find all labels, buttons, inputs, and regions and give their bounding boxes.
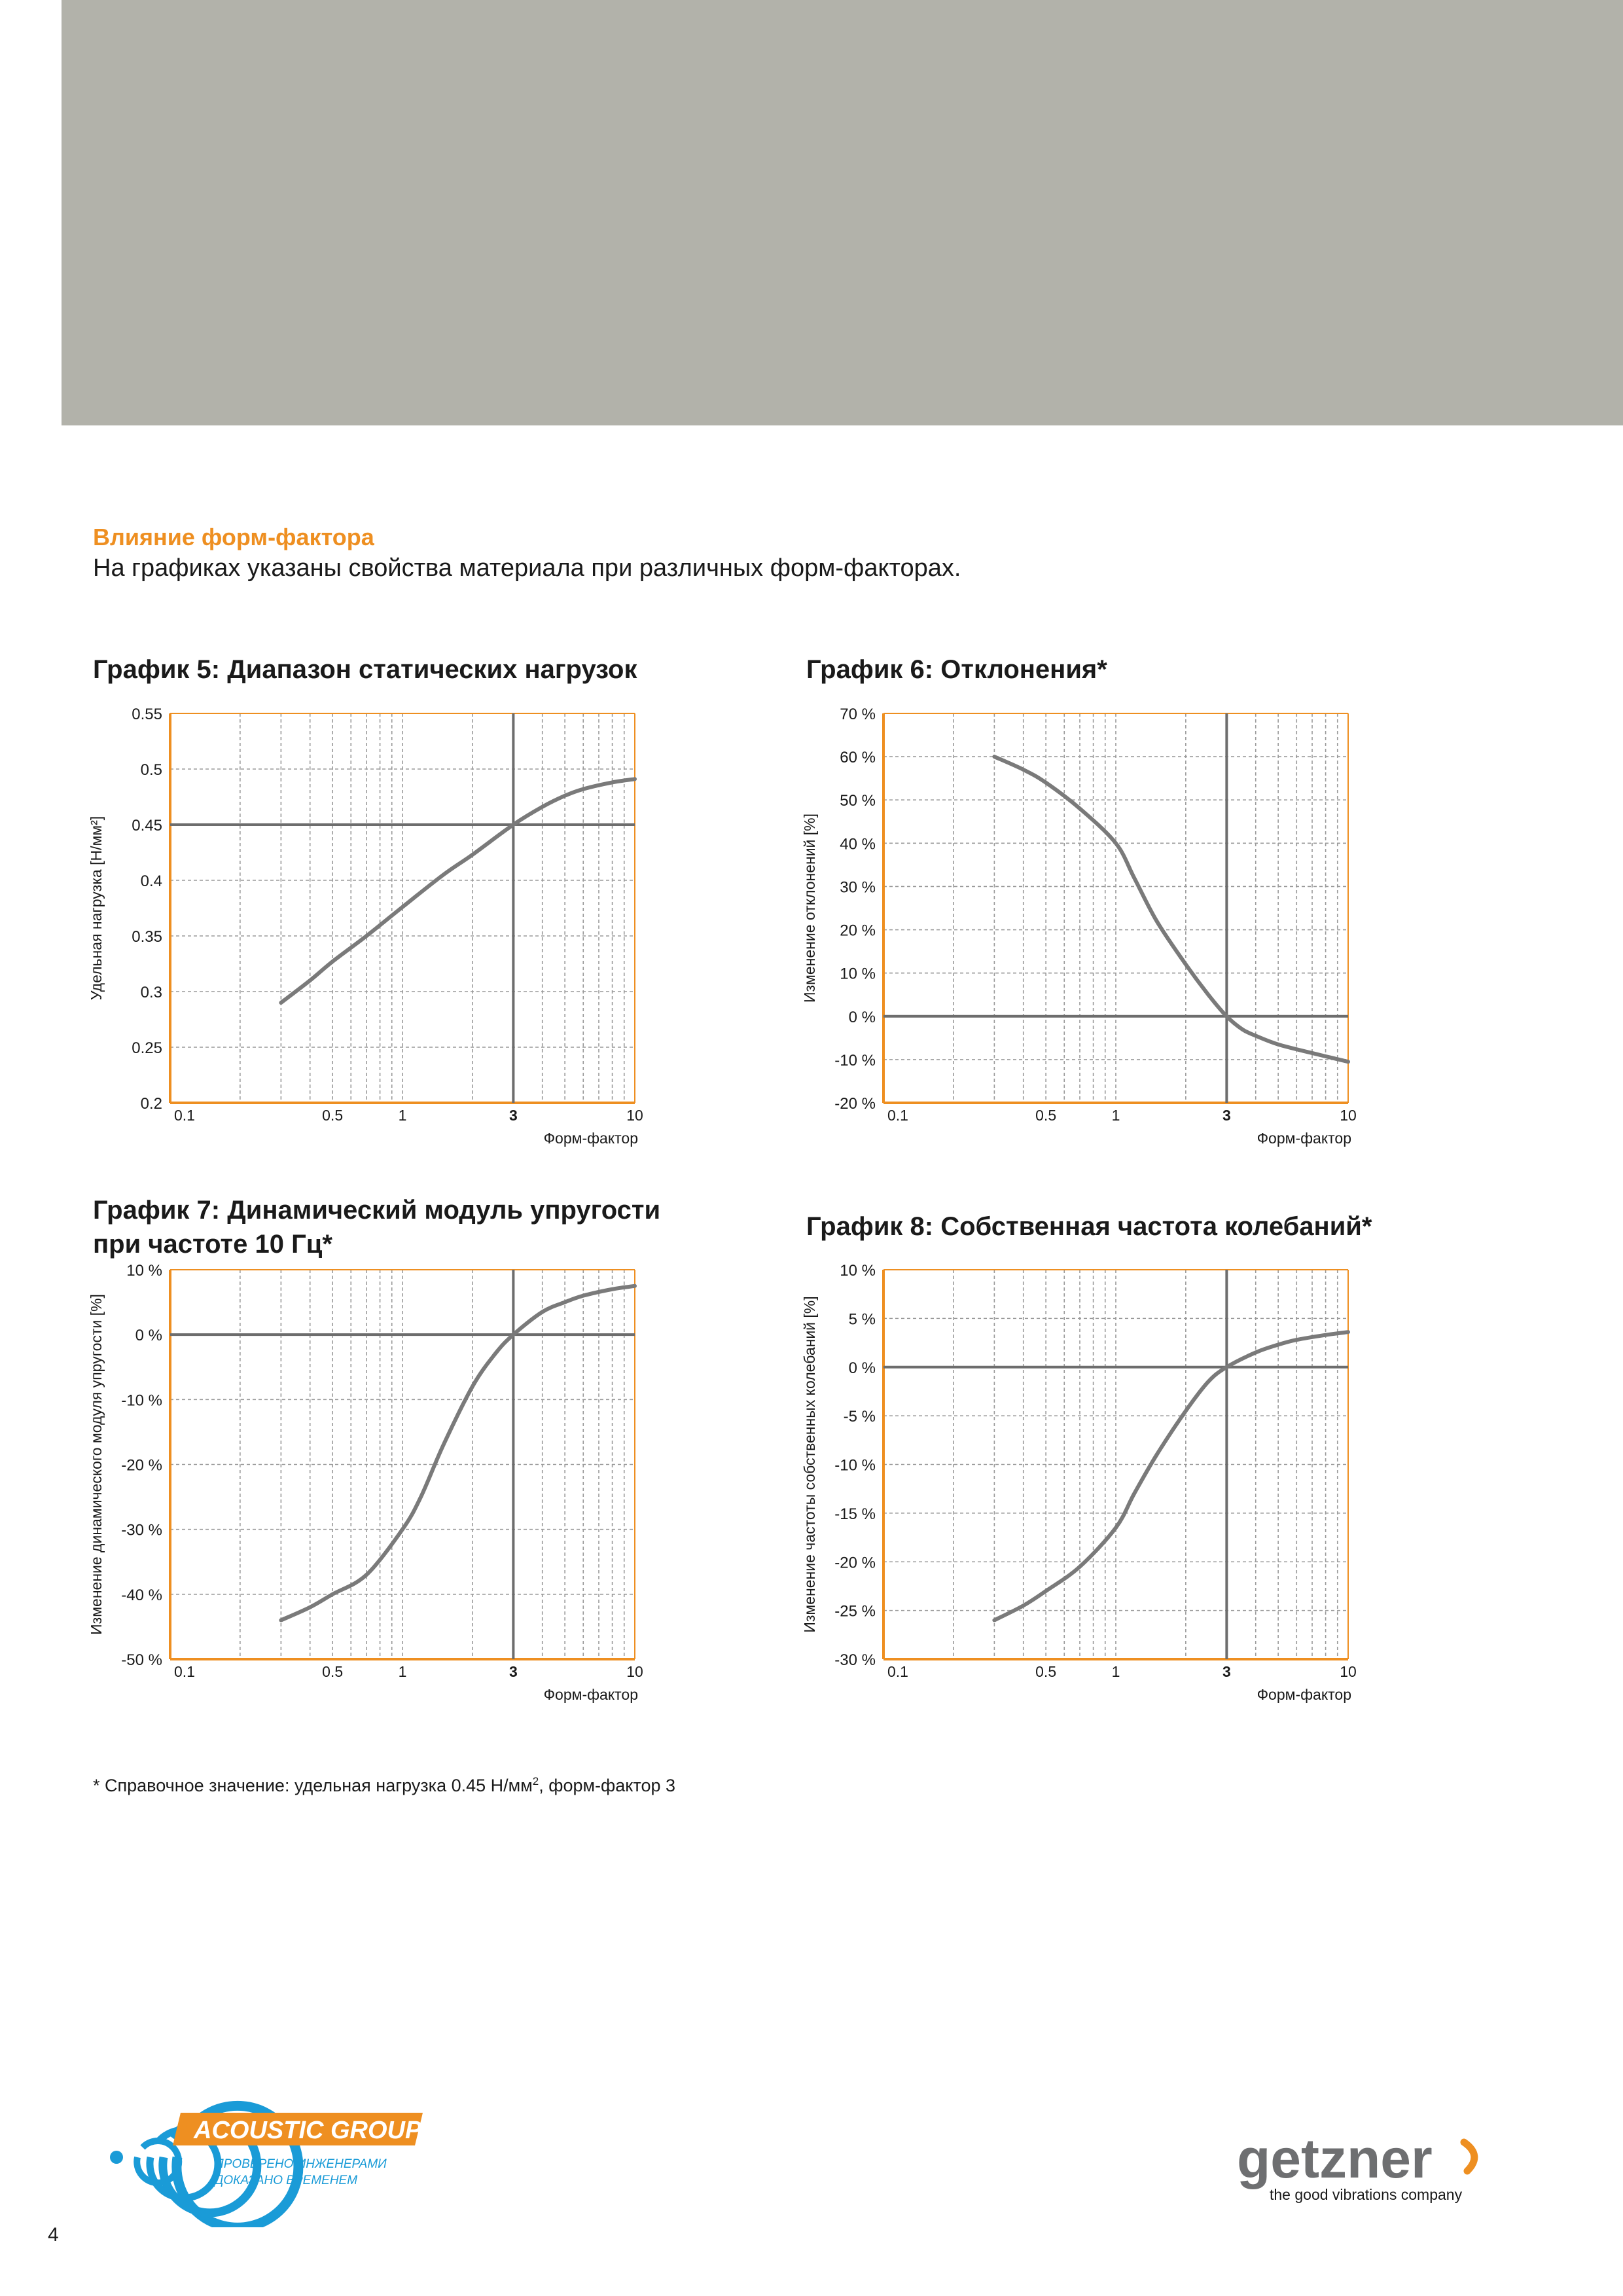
x-tick-label: 10 bbox=[1340, 1663, 1357, 1680]
y-tick-label: 0.3 bbox=[140, 984, 162, 1001]
chart-7-title-line-1: График 7: Динамический модуль упругости bbox=[93, 1196, 661, 1225]
footnote-superscript: 2 bbox=[532, 1775, 539, 1787]
x-tick-label: 0.1 bbox=[174, 1107, 195, 1124]
chart-6-title-line: График 6: Отклонения* bbox=[806, 655, 1107, 684]
y-tick-label: 0.5 bbox=[140, 761, 162, 779]
acoustic-group-logo bbox=[96, 2096, 436, 2227]
x-axis-label: Форм-фактор bbox=[1257, 1130, 1351, 1147]
y-tick-label: 10 % bbox=[840, 965, 876, 983]
x-axis-label: Форм-фактор bbox=[543, 1130, 638, 1147]
y-tick-label: -15 % bbox=[834, 1505, 876, 1523]
footnote bbox=[93, 1775, 675, 1796]
y-axis-label: Изменение частоты собственных колебаний [%] bbox=[801, 1296, 818, 1633]
x-tick-label: 0.5 bbox=[1035, 1663, 1057, 1680]
y-tick-label: -20 % bbox=[834, 1554, 876, 1572]
x-axis-label: Форм-фактор bbox=[543, 1686, 638, 1703]
x-tick-label: 1 bbox=[1111, 1663, 1120, 1680]
x-tick-label: 10 bbox=[626, 1107, 643, 1124]
section-title: Влияние форм-фактора bbox=[93, 524, 374, 550]
y-tick-label: 30 % bbox=[840, 878, 876, 897]
getzner-wordmark: getzner bbox=[1237, 2130, 1433, 2189]
y-axis-label: Удельная нагрузка [Н/мм²] bbox=[88, 816, 105, 1001]
header-banner bbox=[62, 0, 1623, 425]
y-tick-label: 20 % bbox=[840, 922, 876, 940]
y-tick-label: 0 % bbox=[135, 1327, 162, 1345]
y-tick-label: -5 % bbox=[843, 1408, 876, 1426]
x-tick-label: 3 bbox=[1222, 1107, 1231, 1124]
x-tick-label: 0.5 bbox=[322, 1663, 344, 1680]
y-tick-label: 0.45 bbox=[132, 817, 162, 834]
y-tick-label: -40 % bbox=[121, 1586, 162, 1604]
x-tick-label: 3 bbox=[1222, 1663, 1231, 1680]
acoustic-group-name: ACOUSTIC GROUP bbox=[194, 2117, 422, 2144]
y-axis-label: Изменение динамического модуля упругости [%] bbox=[88, 1294, 105, 1635]
y-tick-label: -50 % bbox=[121, 1651, 162, 1669]
y-tick-label: 10 % bbox=[840, 1262, 876, 1280]
getzner-tagline: the good vibrations company bbox=[1270, 2186, 1463, 2203]
acoustic-group-tagline-1: ПРОВЕРЕНО ИНЖЕНЕРАМИ bbox=[215, 2157, 387, 2171]
x-axis-label: Форм-фактор bbox=[1257, 1686, 1351, 1703]
x-tick-label: 0.5 bbox=[322, 1107, 344, 1124]
x-tick-label: 0.5 bbox=[1035, 1107, 1057, 1124]
chart-5-title bbox=[93, 653, 637, 687]
y-tick-label: -10 % bbox=[121, 1391, 162, 1410]
getzner-swoosh-icon bbox=[1464, 2142, 1474, 2171]
y-tick-label: 0.55 bbox=[132, 706, 162, 723]
x-tick-label: 1 bbox=[1111, 1107, 1120, 1124]
chart-8-title-line: График 8: Собственная частота колебаний* bbox=[806, 1212, 1372, 1241]
y-tick-label: 0 % bbox=[848, 1008, 876, 1026]
chart-8-title bbox=[806, 1210, 1372, 1244]
y-tick-label: -25 % bbox=[834, 1602, 876, 1621]
chart-7-title-line-2: при частоте 10 Гц* bbox=[93, 1230, 332, 1259]
x-tick-label: 0.1 bbox=[887, 1107, 908, 1124]
y-tick-label: 60 % bbox=[840, 749, 876, 767]
y-tick-label: -20 % bbox=[834, 1095, 876, 1113]
y-tick-label: -10 % bbox=[834, 1051, 876, 1069]
x-tick-label: 1 bbox=[398, 1663, 407, 1680]
y-tick-label: 10 % bbox=[126, 1262, 162, 1280]
x-tick-label: 1 bbox=[398, 1107, 407, 1124]
y-axis-label: Изменение отклонений [%] bbox=[801, 813, 818, 1003]
chart-6-title bbox=[806, 653, 1107, 687]
chart-7 bbox=[79, 1257, 654, 1715]
y-tick-label: -10 % bbox=[834, 1456, 876, 1475]
x-tick-label: 0.1 bbox=[174, 1663, 195, 1680]
y-tick-label: 0.35 bbox=[132, 928, 162, 946]
y-tick-label: 0.2 bbox=[140, 1095, 162, 1113]
y-tick-label: 40 % bbox=[840, 835, 876, 853]
x-tick-label: 10 bbox=[626, 1663, 643, 1680]
y-tick-label: -20 % bbox=[121, 1456, 162, 1475]
acoustic-group-tagline-2: ДОКАЗАНО ВРЕМЕНЕМ bbox=[215, 2174, 358, 2187]
x-tick-label: 0.1 bbox=[887, 1663, 908, 1680]
chart-5-title-line: График 5: Диапазон статических нагрузок bbox=[93, 655, 637, 684]
y-tick-label: 70 % bbox=[840, 706, 876, 723]
chart-6 bbox=[792, 700, 1368, 1158]
x-tick-label: 10 bbox=[1340, 1107, 1357, 1124]
y-tick-label: -30 % bbox=[121, 1521, 162, 1539]
section-subtitle: На графиках указаны свойства материала при различных форм-факторах. bbox=[93, 554, 961, 582]
chart-8 bbox=[792, 1257, 1368, 1715]
y-tick-label: 0 % bbox=[848, 1359, 876, 1377]
chart-7-title bbox=[93, 1193, 660, 1261]
x-tick-label: 3 bbox=[508, 1663, 518, 1680]
page-number: 4 bbox=[48, 2224, 59, 2246]
y-tick-label: -30 % bbox=[834, 1651, 876, 1669]
getzner-logo bbox=[1237, 2130, 1499, 2209]
x-tick-label: 3 bbox=[508, 1107, 518, 1124]
chart-5 bbox=[79, 700, 654, 1158]
y-tick-label: 0.25 bbox=[132, 1039, 162, 1057]
y-tick-label: 50 % bbox=[840, 792, 876, 810]
y-tick-label: 0.4 bbox=[140, 872, 162, 890]
footnote-text-end: , форм-фактор 3 bbox=[539, 1776, 675, 1795]
y-tick-label: 5 % bbox=[848, 1310, 876, 1329]
footnote-text: * Справочное значение: удельная нагрузка 0.45 Н/мм bbox=[93, 1776, 533, 1795]
